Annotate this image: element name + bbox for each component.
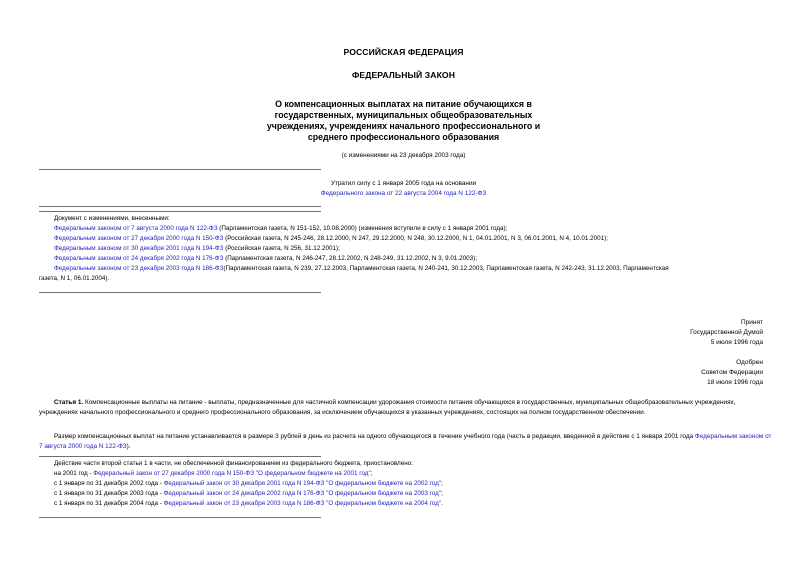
amendment-source: (Парламентская газета, N 151-152, 10.08.2000) (изменения вступили в силу с 1 января 2001 года);	[217, 225, 508, 232]
amendment-date-note: (с изменениями на 23 декабря 2003 года)	[341, 152, 466, 159]
suspension-tail: ;	[370, 470, 373, 477]
adopted-by: Государственной Думой	[690, 329, 763, 336]
amendment-continuation: газета, N 1, 06.01.2004).	[39, 275, 110, 282]
suspension-period: с 1 января по 31 декабря 2003 года -	[54, 490, 164, 497]
repeal-link-line	[0, 190, 807, 197]
suspension-tail: .	[441, 500, 443, 507]
subject-line: учреждениях, учреждениях начального профессионального и	[266, 121, 541, 131]
adoption-block	[690, 318, 763, 348]
suspension-tail: ;	[441, 490, 443, 497]
suspension-period: с 1 января по 31 декабря 2002 года -	[54, 480, 164, 487]
amendment-law-link[interactable]: Федеральным законом от 24 декабря 2002 года N 176-ФЗ	[54, 255, 224, 262]
approved-by: Советом Федерации	[701, 369, 763, 376]
amendment-law-link[interactable]: Федеральным законом от 30 декабря 2001 года N 194-ФЗ	[54, 245, 224, 252]
amendment-law-link[interactable]: Федеральным законом от 7 августа 2000 года N 122-ФЗ	[54, 225, 218, 232]
article-part-text: Размер компенсационных выплат на питание устанавливается в размере 3 рублей в день из расчета на одного обучающегося в течение учебного года (часть в редакции, введенной в действие с 1 января 2001 года	[54, 433, 695, 440]
law-type-heading: ФЕДЕРАЛЬНЫЙ ЗАКОН	[351, 70, 456, 80]
amendment-source: (Парламентская газета, N 246-247, 28.12.2002, N 248-249, 31.12.2002, N 3, 9.01.2003);	[223, 255, 478, 262]
amendment-law-link[interactable]: Федеральным законом от 27 декабря 2000 года N 150-ФЗ	[54, 235, 224, 242]
repeal-note: Утратил силу с 1 января 2005 года на основании	[330, 180, 477, 187]
suspension-law-link[interactable]: Федеральный закон от 30 декабря 2001 года N 194-ФЗ "О федеральном бюджете на 2002 год"	[163, 480, 442, 487]
amendment-item	[54, 244, 340, 254]
suspension-law-link[interactable]: Федеральный закон от 27 декабря 2000 года N 150-ФЗ "О федеральном бюджете на 2001 год"	[93, 470, 371, 477]
suspension-item	[54, 489, 443, 499]
suspension-law-link[interactable]: Федеральный закон от 24 декабря 2002 года N 176-ФЗ "О федеральном бюджете на 2003 год"	[163, 490, 442, 497]
article-part-tail: ).	[126, 442, 131, 450]
suspension-tail: ;	[441, 480, 443, 487]
adopted-label: Принят	[740, 319, 763, 326]
amendment-item	[54, 254, 477, 264]
divider	[39, 206, 321, 207]
amendment-source: (Российская газета, N 245-246, 28.12.2000, N 247, 29.12.2000, N 248, 30.12.2000, N 1, 04.01.2001, N 3, 06.01.2001, N 4, 10.01.2001);	[223, 235, 609, 242]
amendment-source: (Парламентская газета, N 239, 27.12.2003, Парламентская газета, N 240-241, 30.12.2003, Парламентская газета, N 242-243, 31.12.2003, Парламентская	[223, 265, 669, 272]
amendment-item	[54, 224, 507, 234]
subject-line: среднего профессионального образования	[307, 132, 500, 142]
amendments-intro: Документ с изменениями, внесенными:	[54, 215, 170, 222]
approval-block	[701, 358, 763, 388]
suspension-intro: Действие части второй статьи 1 в части, не обеспеченной финансированием из федерального бюджета, приостановлено:	[54, 460, 413, 467]
divider	[39, 169, 321, 170]
article-part-law-link[interactable]: Федеральным законом от 7 августа 2000 года N 122-ФЗ	[39, 433, 772, 450]
suspension-item	[54, 479, 443, 489]
suspension-item	[54, 499, 443, 509]
amendment-item	[54, 234, 608, 244]
suspension-period: на 2001 год -	[54, 470, 94, 477]
divider	[39, 211, 321, 212]
country-heading: РОССИЙСКАЯ ФЕДЕРАЦИЯ	[343, 47, 464, 57]
article-label: Статья 1.	[54, 399, 84, 406]
article-1-part-2-paragraph	[39, 432, 774, 451]
suspension-period: с 1 января по 31 декабря 2004 года -	[54, 500, 164, 507]
divider	[39, 456, 321, 457]
divider	[39, 517, 321, 518]
amendment-law-link[interactable]: Федеральным законом от 23 декабря 2003 года N 186-ФЗ	[54, 265, 224, 272]
suspension-item	[54, 469, 372, 479]
article-text: Компенсационные выплаты на питание - выплаты, предназначенные для частичной компенсации удорожания стоимости питания обучающихся в государственных, муниципальных общеобразовательных учреждениях, учреждениях начального профессионального и среднего профессионального образования, за исключением обучающихся в указанных учреждениях, состоящих на полном государственном обеспечении.	[39, 399, 736, 416]
repeal-law-link[interactable]: Федерального закона от 22 августа 2004 года N 122-ФЗ	[320, 190, 487, 197]
approved-date: 18 июля 1996 года	[707, 379, 763, 386]
divider	[39, 292, 321, 293]
law-subject-title	[0, 99, 807, 143]
suspension-law-link[interactable]: Федеральный закон от 23 декабря 2003 года N 186-ФЗ "О федеральном бюджете на 2004 год"	[163, 500, 442, 507]
subject-line: государственных, муниципальных общеобразовательных	[274, 110, 533, 120]
adopted-date: 5 июля 1996 года	[710, 339, 763, 346]
amendment-item	[54, 264, 669, 274]
article-1-paragraph	[39, 398, 769, 417]
subject-line: О компенсационных выплатах на питание обучающихся в	[275, 99, 532, 109]
approved-label: Одобрен	[736, 359, 763, 366]
amendment-source: (Российская газета, N 256, 31.12.2001);	[223, 245, 340, 252]
